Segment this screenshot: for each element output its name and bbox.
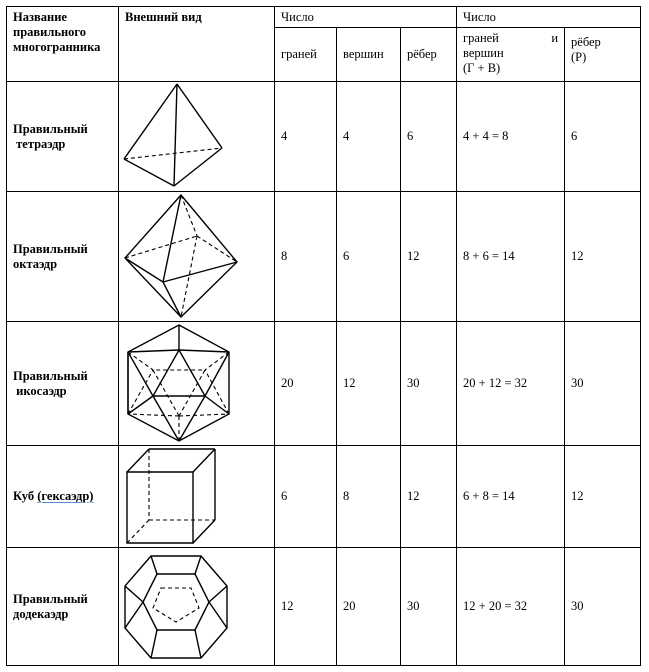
- edges2-cell: 30: [565, 548, 641, 666]
- octahedron-icon: [119, 192, 274, 321]
- name-line: октаэдр: [13, 256, 58, 271]
- name-line: Правильный: [13, 241, 88, 256]
- name-line: икосаэдр: [13, 383, 67, 398]
- name-cell: [7, 446, 119, 548]
- name-cell: [7, 548, 119, 666]
- table-row: [7, 446, 641, 548]
- name-line: Куб: [13, 489, 38, 503]
- vertices-cell: 4: [337, 82, 401, 192]
- view-cell: [119, 82, 275, 192]
- faces-cell: 8: [275, 192, 337, 322]
- header-vertices: вершин: [337, 28, 401, 82]
- edges-cell: 6: [401, 82, 457, 192]
- header-edges: рёбер: [401, 28, 457, 82]
- vertices-cell: 20: [337, 548, 401, 666]
- header-edges-p: [565, 28, 641, 82]
- name-cell: [7, 192, 119, 322]
- edges2-cell: 6: [565, 82, 641, 192]
- polyhedra-table: [6, 6, 641, 666]
- vertices-cell: 12: [337, 322, 401, 446]
- name-line: додекаэдр: [13, 606, 69, 621]
- sum-cell: 6 + 8 = 14: [457, 446, 565, 548]
- table-row: [7, 548, 641, 666]
- edges2-cell: 30: [565, 322, 641, 446]
- header-sum-formula: (Г + В): [463, 61, 501, 75]
- header-sum-word-faces: граней: [463, 31, 499, 45]
- sum-cell: 8 + 6 = 14: [457, 192, 565, 322]
- view-cell: [119, 446, 275, 548]
- name-line: Правильный: [13, 591, 88, 606]
- name-line: Правильный: [13, 368, 88, 383]
- faces-cell: 20: [275, 322, 337, 446]
- header-view: Внешний вид: [119, 7, 275, 82]
- header-sum-word-and: и: [551, 31, 559, 45]
- icosahedron-icon: [119, 322, 274, 445]
- cube-icon: [119, 446, 274, 547]
- header-name: Название правильного многогранника: [7, 7, 119, 82]
- edges-cell: 12: [401, 192, 457, 322]
- faces-cell: 12: [275, 548, 337, 666]
- header-edges-p-word: рёбер: [571, 35, 601, 49]
- sum-cell: 12 + 20 = 32: [457, 548, 565, 666]
- tetrahedron-icon: [119, 82, 274, 191]
- sum-cell: 4 + 4 = 8: [457, 82, 565, 192]
- header-faces: граней: [275, 28, 337, 82]
- edges-cell: 30: [401, 322, 457, 446]
- edges2-cell: 12: [565, 446, 641, 548]
- header-faces-plus-vertices: [457, 28, 565, 82]
- edges-cell: 12: [401, 446, 457, 548]
- table-row: [7, 192, 641, 322]
- dodecahedron-icon: [119, 548, 274, 665]
- table-row: [7, 322, 641, 446]
- name-line: (гексаэдр): [37, 489, 94, 503]
- view-cell: [119, 192, 275, 322]
- faces-cell: 6: [275, 446, 337, 548]
- vertices-cell: 6: [337, 192, 401, 322]
- header-sum-word-vertices: вершин: [463, 46, 504, 60]
- edges-cell: 30: [401, 548, 457, 666]
- view-cell: [119, 548, 275, 666]
- name-line: тетраэдр: [13, 136, 66, 151]
- table-row: [7, 82, 641, 192]
- header-count-group-2: Число: [457, 7, 641, 28]
- edges2-cell: 12: [565, 192, 641, 322]
- sum-cell: 20 + 12 = 32: [457, 322, 565, 446]
- name-cell: [7, 322, 119, 446]
- name-line: Правильный: [13, 121, 88, 136]
- faces-cell: 4: [275, 82, 337, 192]
- vertices-cell: 8: [337, 446, 401, 548]
- header-edges-p-letter: (Р): [571, 50, 587, 64]
- view-cell: [119, 322, 275, 446]
- name-cell: [7, 82, 119, 192]
- header-count-group-1: Число: [275, 7, 457, 28]
